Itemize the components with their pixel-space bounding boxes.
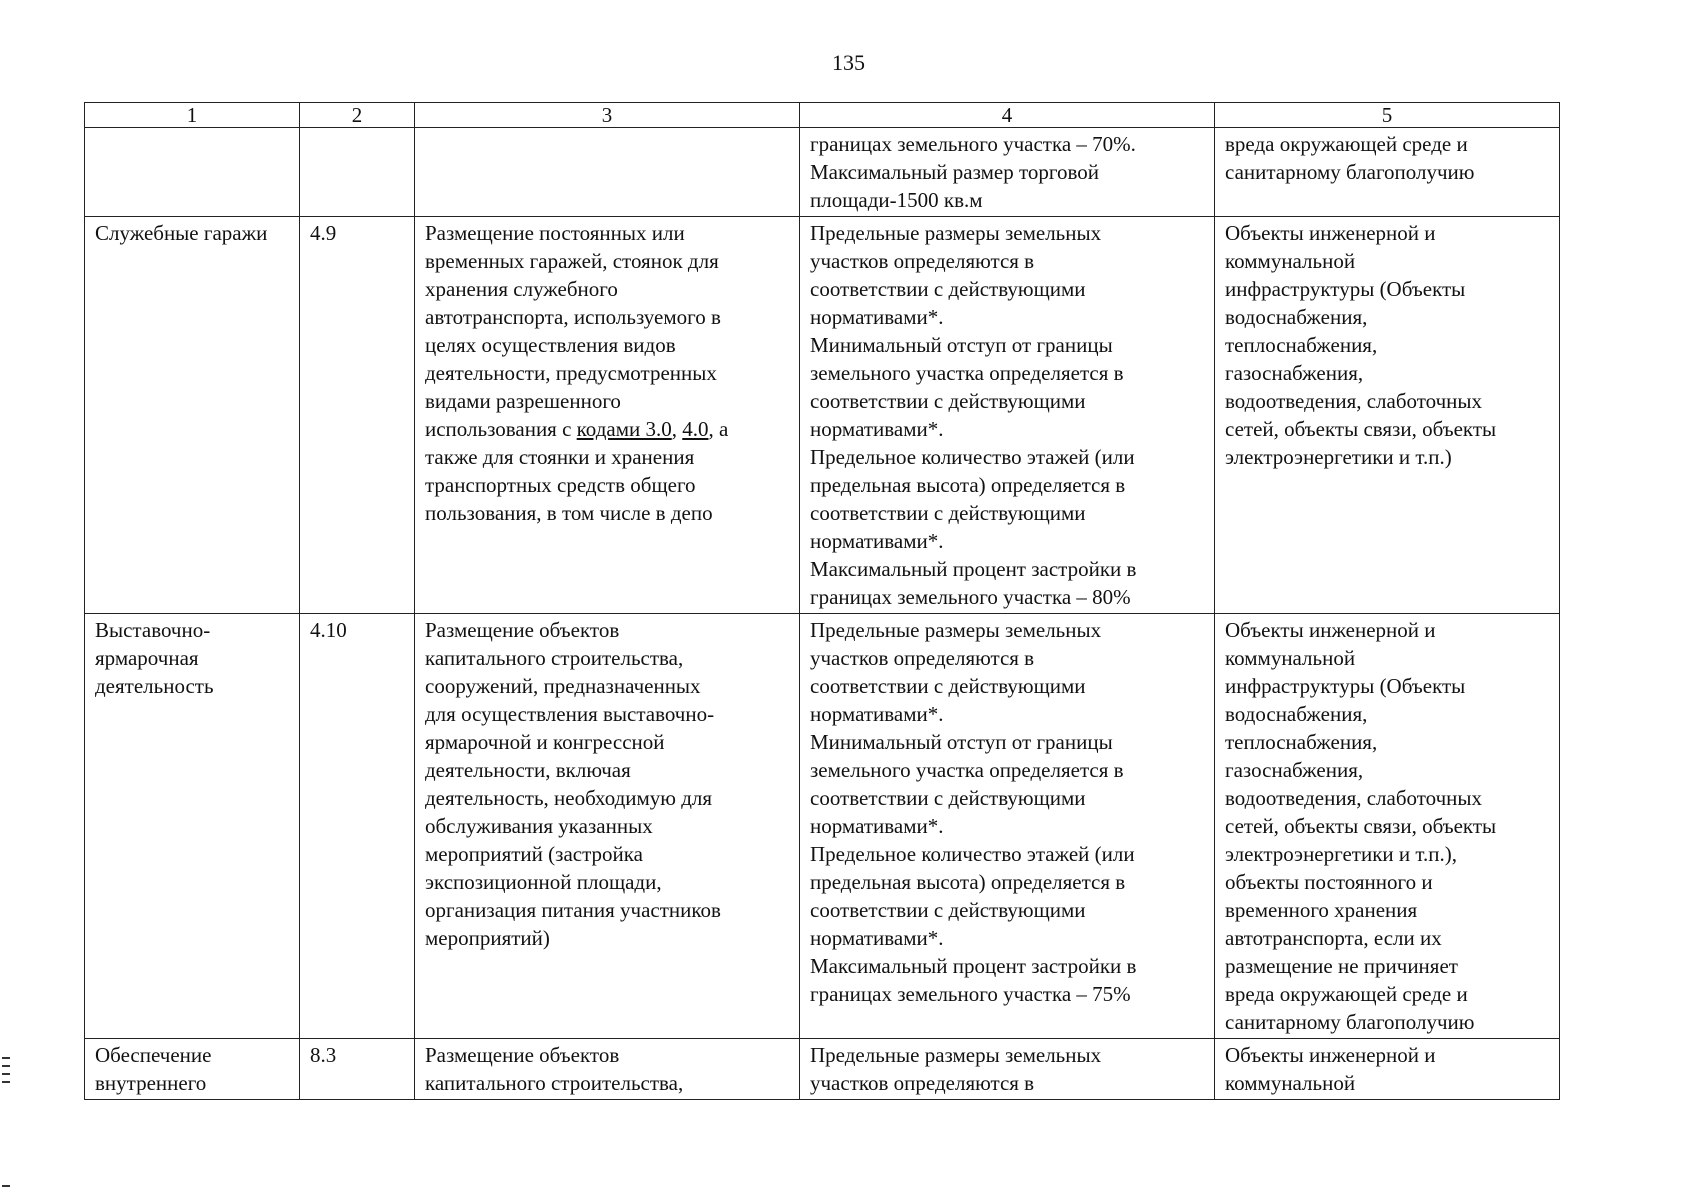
column-header-5: 5 — [1215, 103, 1560, 128]
cell-name: Обеспечение внутреннего — [85, 1039, 300, 1100]
description-text: Размещение постоянных или временных гаражей, стоянок для хранения служебного автотранспорта, используемого в целях осуществления видов деятельности, предусмотренных видами разрешенного использования с — [425, 221, 721, 441]
code-link-4-0[interactable]: 4.0 — [682, 417, 709, 441]
cell-code — [300, 128, 415, 217]
cell-name — [85, 128, 300, 217]
column-header-2: 2 — [300, 103, 415, 128]
land-use-table — [84, 102, 1560, 1100]
cell-description — [415, 217, 800, 614]
column-header-1: 1 — [85, 103, 300, 128]
cell-infrastructure: Объекты инженерной и коммунальной инфраструктуры (Объекты водоснабжения, теплоснабжения, газоснабжения, водоотведения, слаботочных сетей, объекты связи, объекты электроэнергетики и т.п.) — [1215, 217, 1560, 614]
cell-parameters: Предельные размеры земельных участков определяются в соответствии с действующими нормативами*. Минимальный отступ от границы земельного участка определяется в соответствии с действующими нормативами*. Предельное количество этажей (или предельная высота) определяется в соответствии с действующими нормативами*. Максимальный процент застройки в границах земельного участка – 75% — [800, 614, 1215, 1039]
cell-parameters: границах земельного участка – 70%. Максимальный размер торговой площади-1500 кв.м — [800, 128, 1215, 217]
cell-name: Служебные гаражи — [85, 217, 300, 614]
table-row — [85, 614, 1560, 1039]
table-row — [85, 1039, 1560, 1100]
separator: , — [671, 417, 683, 441]
cell-description: Размещение объектов капитального строительства, сооружений, предназначенных для осуществления выставочно- ярмарочной и конгрессной деятельности, включая деятельность, необходимую для обслуживания указанных мероприятий (застройка экспозиционной площади, организация питания участников мероприятий) — [415, 614, 800, 1039]
cell-parameters: Предельные размеры земельных участков определяются в — [800, 1039, 1215, 1100]
column-header-4: 4 — [800, 103, 1215, 128]
cell-code: 4.10 — [300, 614, 415, 1039]
cell-parameters: Предельные размеры земельных участков определяются в соответствии с действующими нормативами*. Минимальный отступ от границы земельного участка определяется в соответствии с действующими нормативами*. Предельное количество этажей (или предельная высота) определяется в соответствии с действующими нормативами*. Максимальный процент застройки в границах земельного участка – 80% — [800, 217, 1215, 614]
description-text: , а также для стоянки и хранения транспортных средств общего пользования, в том числе в депо — [425, 417, 729, 525]
cell-description: Размещение объектов капитального строительства, — [415, 1039, 800, 1100]
cell-description — [415, 128, 800, 217]
code-link-3-0[interactable]: кодами 3.0 — [576, 417, 672, 441]
table-row — [85, 128, 1560, 217]
scan-margin-mark — [2, 1057, 10, 1093]
cell-name: Выставочно- ярмарочная деятельность — [85, 614, 300, 1039]
scan-margin-dash — [2, 1185, 10, 1187]
cell-code: 8.3 — [300, 1039, 415, 1100]
cell-infrastructure: Объекты инженерной и коммунальной — [1215, 1039, 1560, 1100]
cell-infrastructure: Объекты инженерной и коммунальной инфраструктуры (Объекты водоснабжения, теплоснабжения, газоснабжения, водоотведения, слаботочных сетей, объекты связи, объекты электроэнергетики и т.п.), объекты постоянного и временного хранения автотранспорта, если их размещение не причиняет вреда окружающей среде и санитарному благополучию — [1215, 614, 1560, 1039]
table-row — [85, 217, 1560, 614]
column-header-3: 3 — [415, 103, 800, 128]
page-number: 135 — [832, 50, 865, 75]
cell-code: 4.9 — [300, 217, 415, 614]
cell-infrastructure: вреда окружающей среде и санитарному благополучию — [1215, 128, 1560, 217]
table-header-row — [85, 103, 1560, 128]
